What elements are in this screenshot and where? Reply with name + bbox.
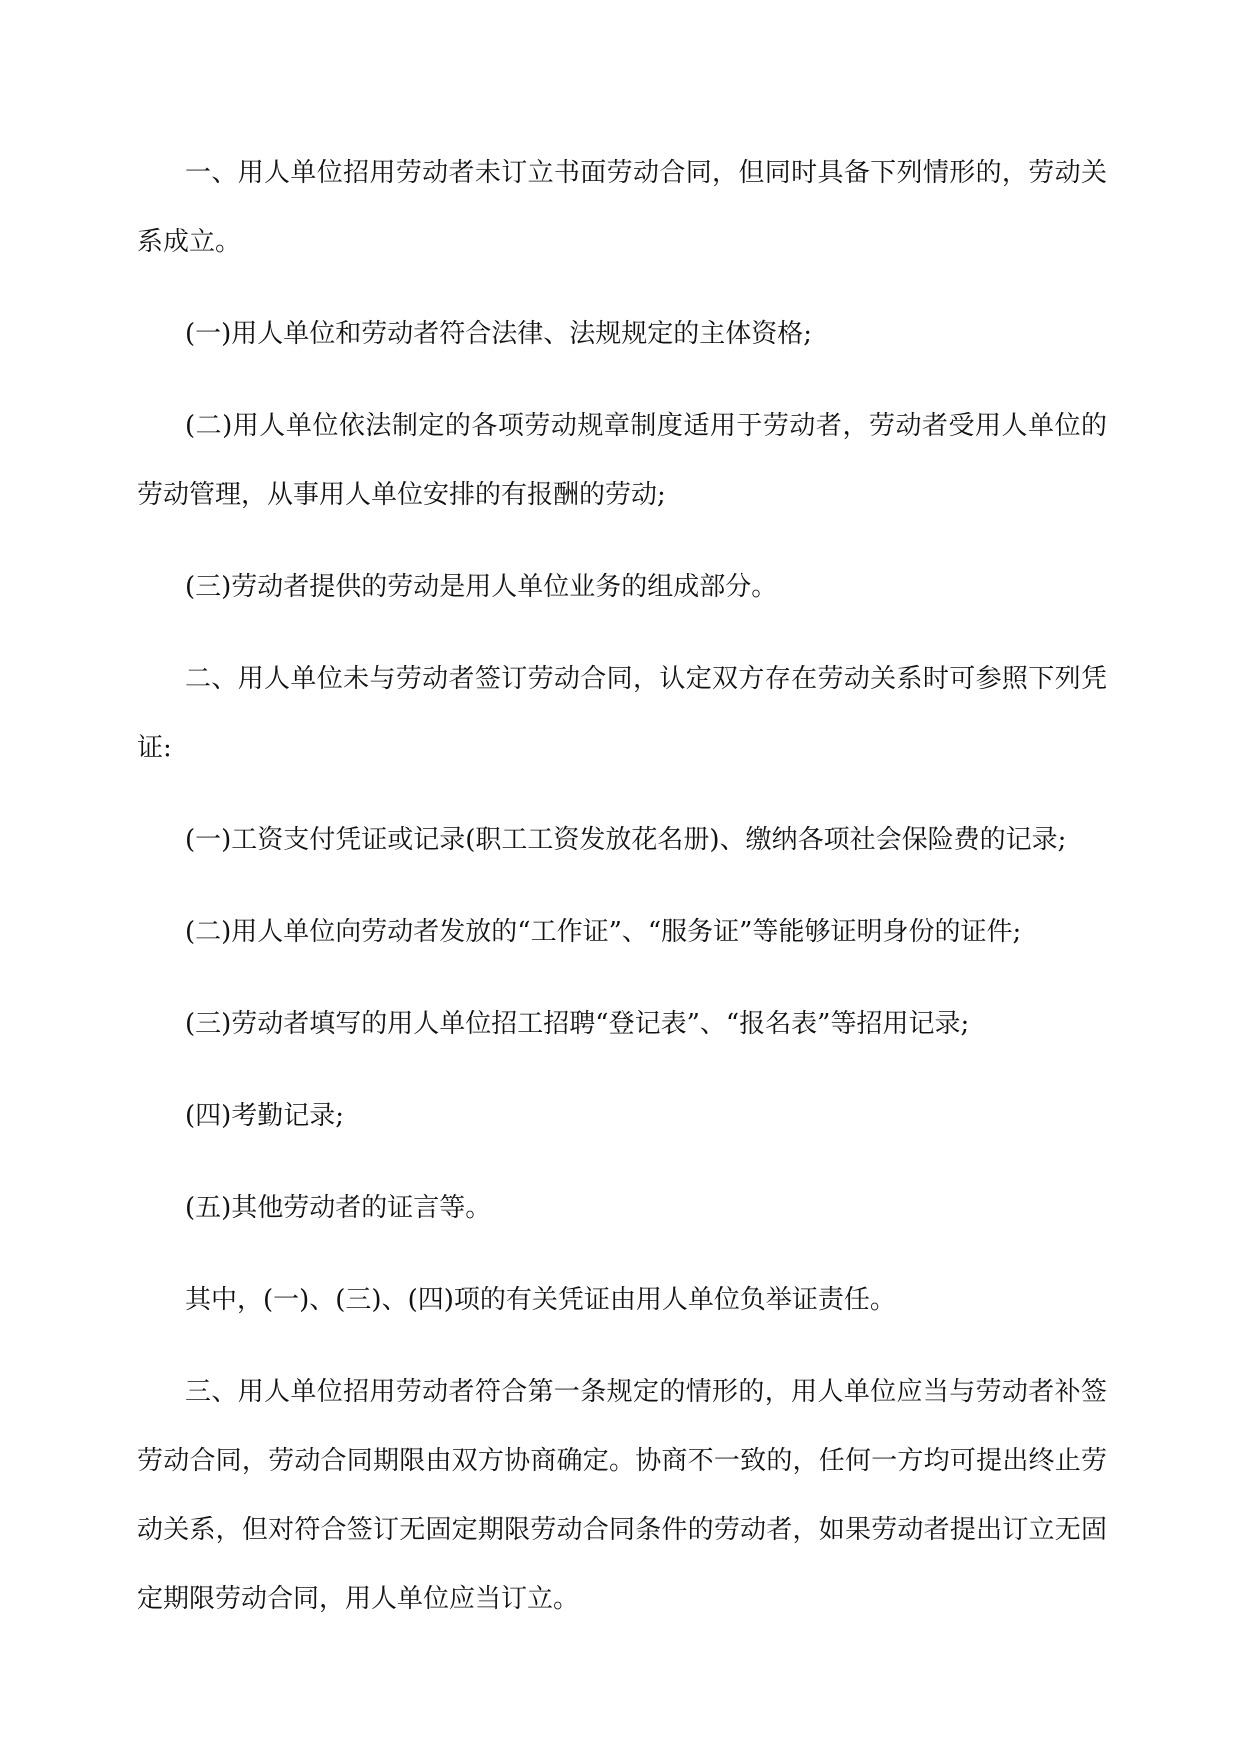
paragraph-6: (一)工资支付凭证或记录(职工工资发放花名册)、缴纳各项社会保险费的记录; bbox=[185, 825, 1067, 855]
paragraph-2: (一)用人单位和劳动者符合法律、法规规定的主体资格; bbox=[185, 319, 813, 349]
paragraph-10: (五)其他劳动者的证言等。 bbox=[185, 1193, 492, 1223]
paragraph-9: (四)考勤记录; bbox=[185, 1101, 345, 1131]
paragraph-1: 一、用人单位招用劳动者未订立书面劳动合同，但同时具备下列情形的，劳动关系成立。 bbox=[137, 158, 1107, 257]
paragraph-11: 其中，(一)、(三)、(四)项的有关凭证由用人单位负举证责任。 bbox=[185, 1285, 896, 1315]
paragraph-7: (二)用人单位向劳动者发放的“工作证”、“服务证”等能够证明身份的证件; bbox=[185, 917, 1022, 947]
paragraph-4: (三)劳动者提供的劳动是用人单位业务的组成部分。 bbox=[185, 572, 778, 602]
paragraph-8: (三)劳动者填写的用人单位招工招聘“登记表”、“报名表”等招用记录; bbox=[185, 1009, 970, 1039]
paragraph-12: 三、用人单位招用劳动者符合第一条规定的情形的，用人单位应当与劳动者补签劳动合同，劳动合同期限由双方协商确定。协商不一致的，任何一方均可提出终止劳动关系，但对符合签订无固定期限劳动合同条件的劳动者，如果劳动者提出订立无固定期限劳动合同，用人单位应当订立。 bbox=[137, 1377, 1107, 1614]
paragraph-5: 二、用人单位未与劳动者签订劳动合同，认定双方存在劳动关系时可参照下列凭证: bbox=[137, 664, 1107, 763]
paragraph-3: (二)用人单位依法制定的各项劳动规章制度适用于劳动者，劳动者受用人单位的劳动管理，从事用人单位安排的有报酬的劳动; bbox=[137, 411, 1107, 510]
document-body bbox=[137, 139, 1107, 1657]
